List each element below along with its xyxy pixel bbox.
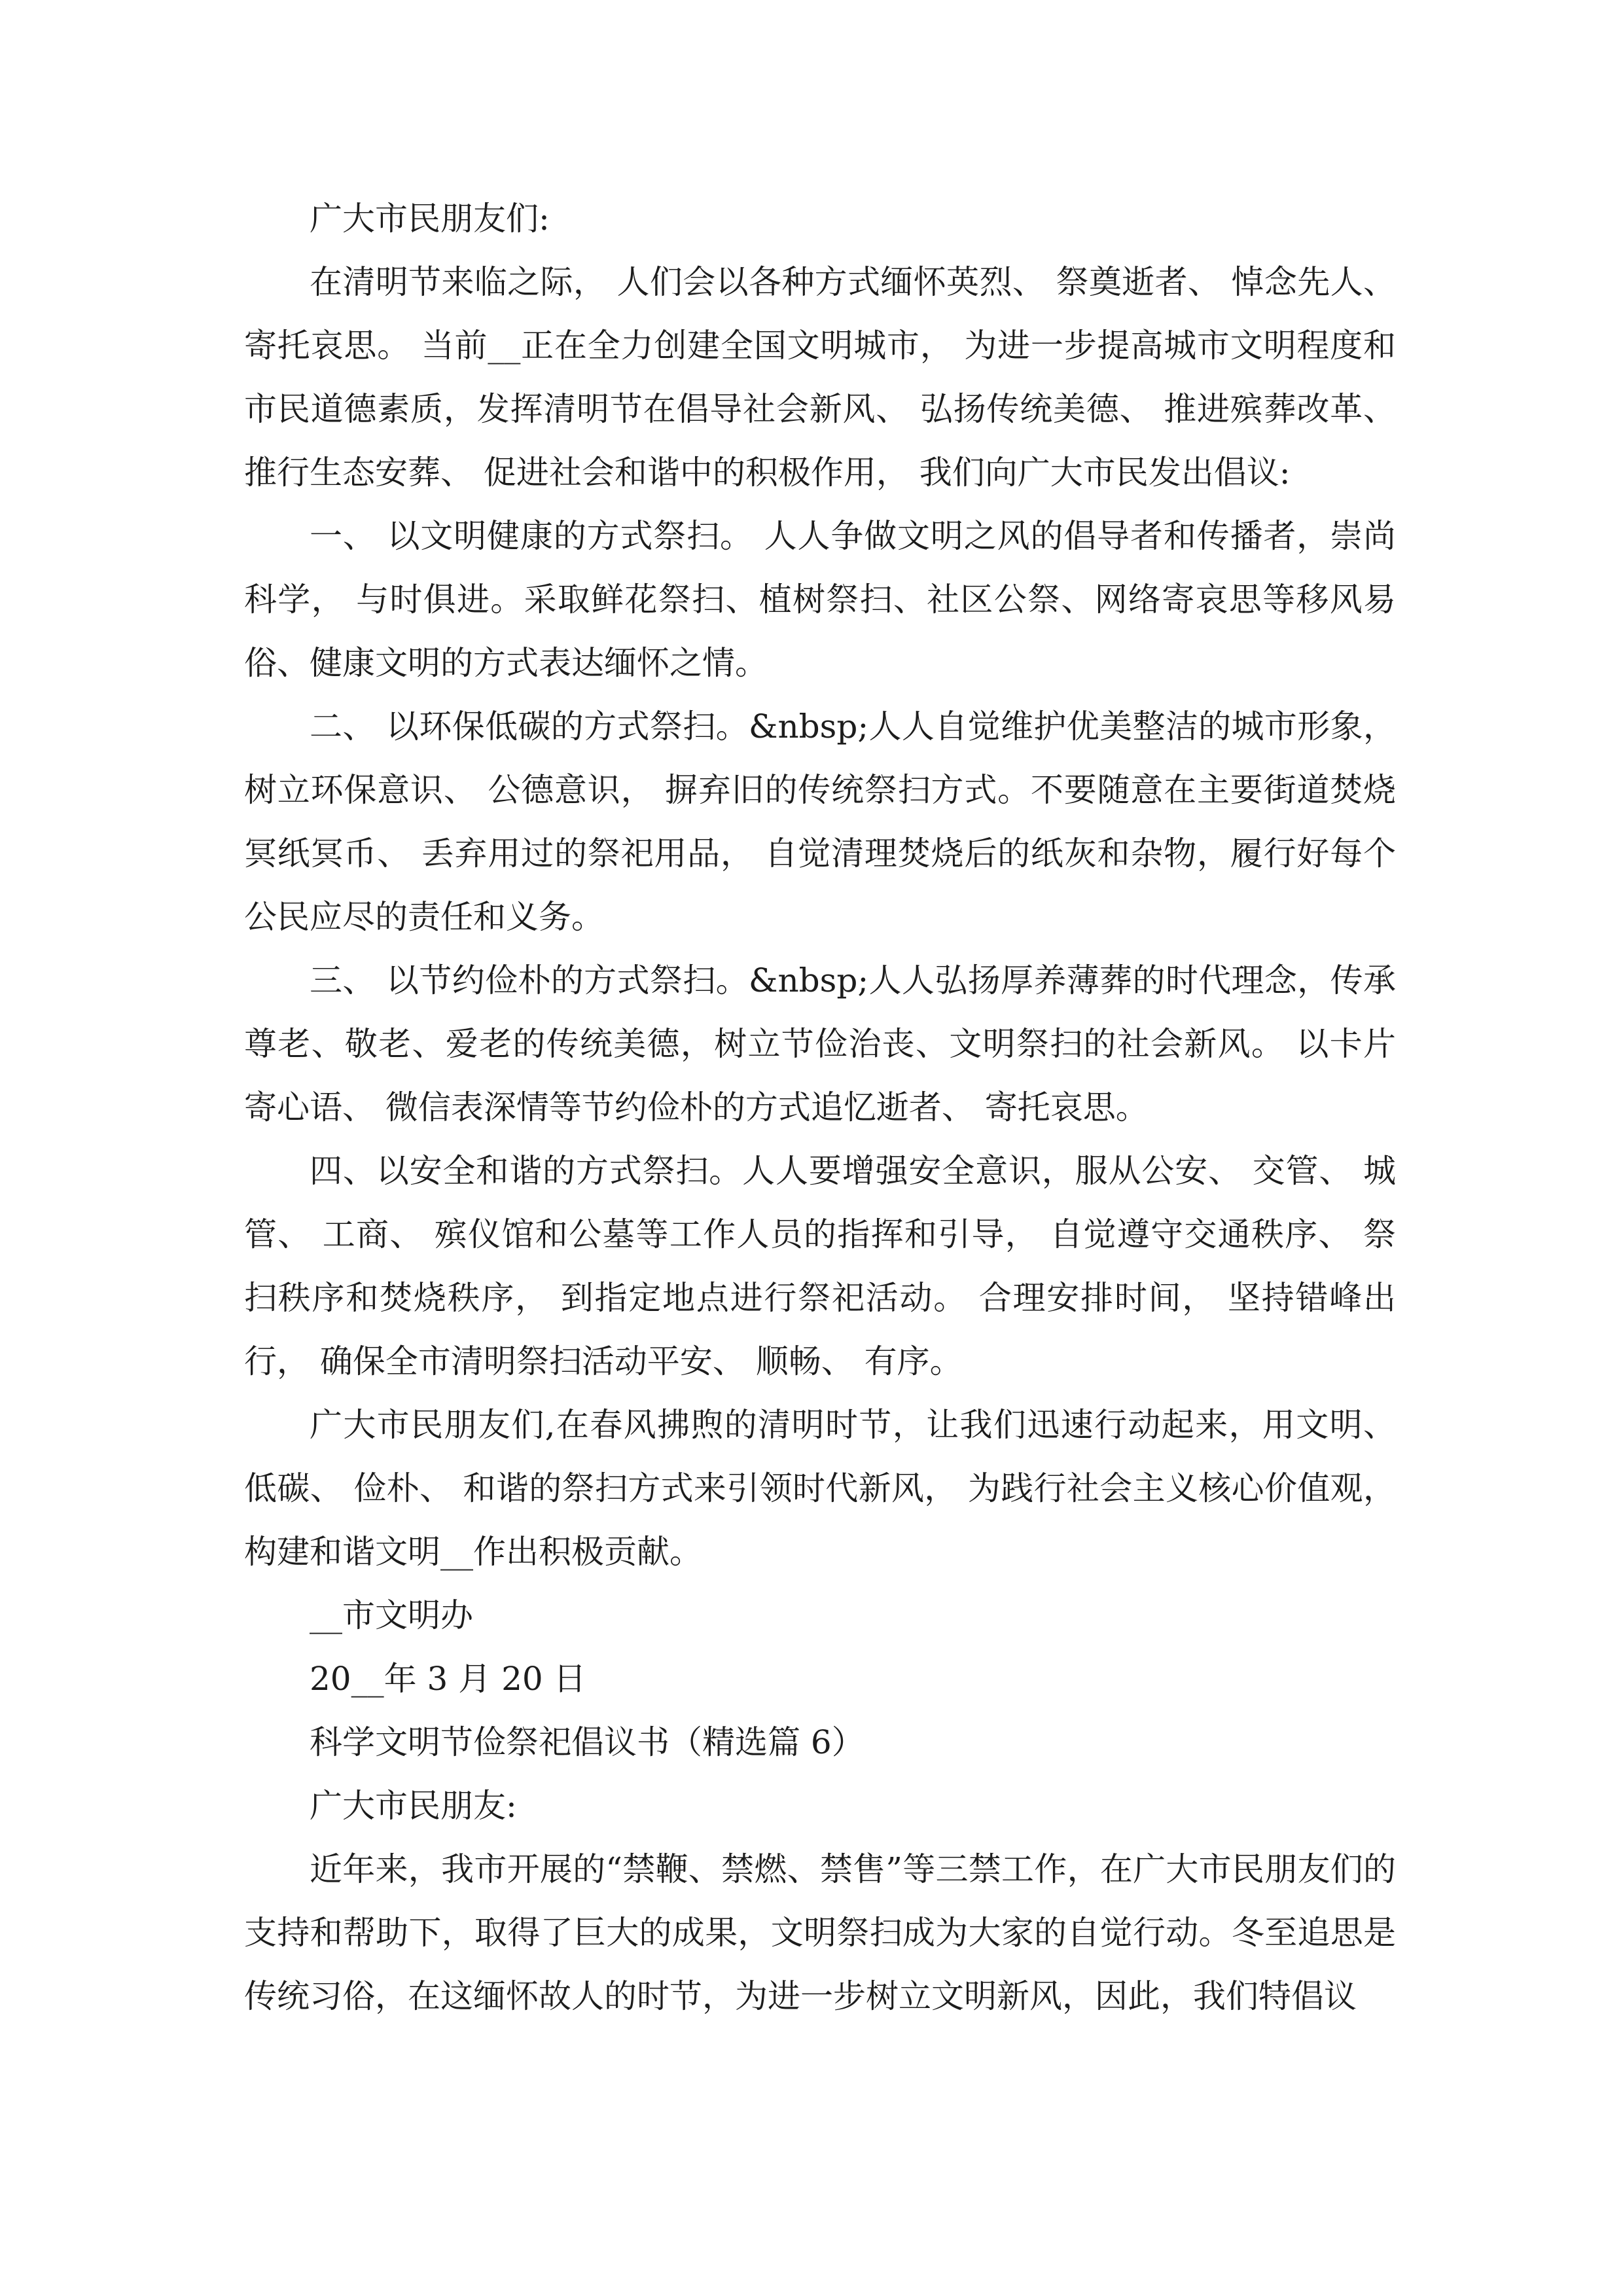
paragraph-intro-2: 近年来，我市开展的“禁鞭、禁燃、禁售”等三禁工作，在广大市民朋友们的支持和帮助下，取得了巨大的成果，文明祭扫成为大家的自觉行动。冬至追思是传统习俗，在这缅怀故人的时节，为进一步树立文明新风，因此，我们特倡议 (244, 1850, 1396, 2015)
paragraph-intro: 在清明节来临之际， 人们会以各种方式缅怀英烈、 祭奠逝者、 悼念先人、寄托哀思。 当前__正在全力创建全国文明城市， 为进一步提高城市文明程度和市民道德素质，发挥清明节在倡导社会新风、 弘扬传统美德、 推进殡葬改革、推行生态安葬、 促进社会和谐中的积极作用， 我们向广大市民发出倡议: (244, 263, 1396, 492)
paragraph-point-1: 一、 以文明健康的方式祭扫。 人人争做文明之风的倡导者和传播者，崇尚科学， 与时俱进。采取鲜花祭扫、植树祭扫、社区公祭、网络寄哀思等移风易俗、健康文明的方式表达缅怀之情。 (244, 517, 1396, 682)
paragraph-point-3: 三、 以节约俭朴的方式祭扫。&nbsp;人人弘扬厚养薄葬的时代理念，传承尊老、敬老、爱老的传统美德，树立节俭治丧、文明祭扫的社会新风。 以卡片寄心语、 微信表深情等节约俭朴的方式追忆逝者、 寄托哀思。 (244, 961, 1396, 1126)
signature-date: 20__年 3 月 20 日 (310, 1660, 586, 1698)
document-body (244, 187, 1396, 2028)
paragraph-point-4: 四、以安全和谐的方式祭扫。人人要增强安全意识，服从公安、 交管、 城管、 工商、 殡仪馆和公墓等工作人员的指挥和引导， 自觉遵守交通秩序、 祭扫秩序和焚烧秩序， 到指定地点进行祭祀活动。 合理安排时间， 坚持错峰出行， 确保全市清明祭扫活动平安、 顺畅、 有序。 (244, 1152, 1396, 1380)
salutation-2: 广大市民朋友: (310, 1787, 517, 1825)
paragraph-closing: 广大市民朋友们,在春风拂煦的清明时节，让我们迅速行动起来，用文明、低碳、 俭朴、 和谐的祭扫方式来引领时代新风， 为践行社会主义核心价值观，构建和谐文明__作出积极贡献。 (244, 1406, 1396, 1571)
signature-organization: __市文明办 (310, 1596, 473, 1634)
paragraph-point-2: 二、 以环保低碳的方式祭扫。&nbsp;人人自觉维护优美整洁的城市形象，树立环保意识、 公德意识， 摒弃旧的传统祭扫方式。不要随意在主要街道焚烧冥纸冥币、 丢弃用过的祭祀用品， 自觉清理焚烧后的纸灰和杂物，履行好每个公民应尽的责任和义务。 (244, 708, 1396, 936)
salutation: 广大市民朋友们: (310, 200, 550, 238)
section-title: 科学文明节俭祭祀倡议书（精选篇 6） (310, 1723, 865, 1761)
